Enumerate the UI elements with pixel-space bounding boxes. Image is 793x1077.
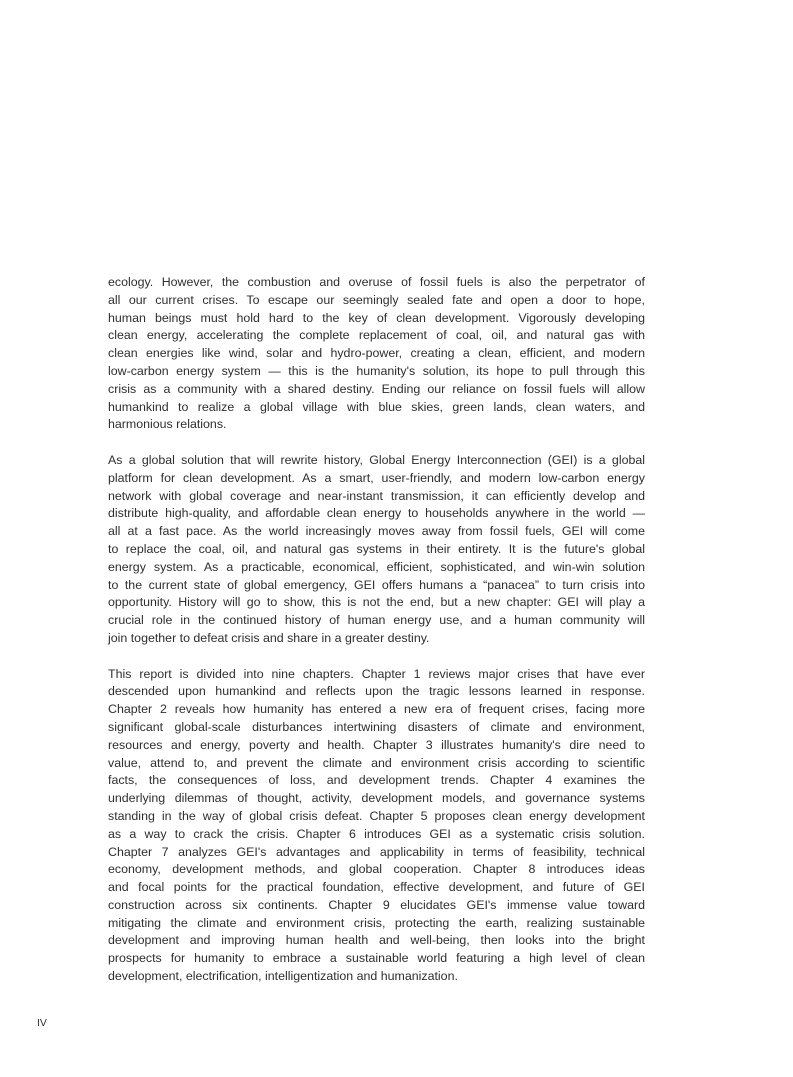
text-line: economy, development methods, and global cooperation. Chapter 8 introduces ideas bbox=[108, 862, 645, 877]
text-line: development and improving human health and well-being, then looks into the bright bbox=[108, 933, 645, 948]
text-line: and focal points for the practical foundation, effective development, and future of GEI bbox=[108, 880, 645, 895]
text-line: energy system. As a practicable, economical, efficient, sophisticated, and win-win solution bbox=[108, 559, 645, 574]
text-line: descended upon humankind and reflects upon the tragic lessons learned in response. bbox=[108, 684, 645, 699]
text-line: construction across six continents. Chapter 9 elucidates GEI's immense value toward bbox=[108, 897, 645, 912]
text-line: Chapter 7 analyzes GEI's advantages and applicability in terms of feasibility, technical bbox=[108, 844, 645, 859]
paragraph bbox=[108, 274, 645, 434]
text-line: to the current state of global emergency, GEI offers humans a “panacea” to turn crisis into bbox=[108, 577, 645, 592]
text-line: harmonious relations. bbox=[108, 417, 227, 432]
paragraph bbox=[108, 666, 645, 986]
text-line: prospects for humanity to embrace a sustainable world featuring a high level of clean bbox=[108, 951, 645, 966]
text-line: all at a fast pace. As the world increasingly moves away from fossil fuels, GEI will come bbox=[108, 524, 645, 539]
text-line: crisis as a community with a shared destiny. Ending our reliance on fossil fuels will allow bbox=[108, 381, 645, 396]
text-line: standing in the way of global crisis defeat. Chapter 5 proposes clean energy development bbox=[108, 808, 645, 823]
text-line: platform for clean development. As a smart, user-friendly, and modern low-carbon energy bbox=[108, 470, 645, 485]
text-line: all our current crises. To escape our seemingly sealed fate and open a door to hope, bbox=[108, 292, 645, 307]
text-line: opportunity. History will go to show, this is not the end, but a new chapter: GEI will play a bbox=[108, 595, 645, 610]
text-line: low-carbon energy system — this is the humanity's solution, its hope to pull through this bbox=[108, 363, 645, 378]
text-line: underlying dilemmas of thought, activity, development models, and governance systems bbox=[108, 791, 645, 806]
text-line: human beings must hold hard to the key of clean development. Vigorously developing bbox=[108, 310, 645, 325]
text-line: Chapter 2 reveals how humanity has entered a new era of frequent crises, facing more bbox=[108, 702, 645, 717]
text-line: to replace the coal, oil, and natural gas systems in their entirety. It is the future's global bbox=[108, 541, 645, 556]
text-line: This report is divided into nine chapters. Chapter 1 reviews major crises that have ever bbox=[108, 666, 645, 681]
text-line: mitigating the climate and environment crisis, protecting the earth, realizing sustainable bbox=[108, 915, 645, 930]
text-line: network with global coverage and near-instant transmission, it can efficiently develop and bbox=[108, 488, 645, 503]
text-line: facts, the consequences of loss, and development trends. Chapter 4 examines the bbox=[108, 773, 645, 788]
text-line: clean energies like wind, solar and hydro-power, creating a clean, efficient, and modern bbox=[108, 346, 645, 361]
text-line: As a global solution that will rewrite history, Global Energy Interconnection (GEI) is a global bbox=[108, 452, 645, 467]
text-line: clean energy, accelerating the complete replacement of coal, oil, and natural gas with bbox=[108, 328, 645, 343]
text-line: ecology. However, the combustion and overuse of fossil fuels is also the perpetrator of bbox=[108, 275, 645, 289]
text-line: development, electrification, intelligentization and humanization. bbox=[108, 969, 458, 984]
paragraph bbox=[108, 452, 645, 648]
body-text bbox=[108, 274, 645, 1004]
text-line: resources and energy, poverty and health. Chapter 3 illustrates humanity's dire need to bbox=[108, 737, 645, 752]
text-line: crucial role in the continued history of human energy use, and a human community will bbox=[108, 613, 645, 628]
text-line: value, attend to, and prevent the climate and environment crisis according to scientific bbox=[108, 755, 645, 770]
text-line: as a way to crack the crisis. Chapter 6 introduces GEI as a systematic crisis solution. bbox=[108, 826, 645, 841]
text-line: distribute high-quality, and affordable clean energy to households anywhere in the world — bbox=[108, 506, 645, 521]
page-number: IV bbox=[37, 1017, 47, 1029]
text-line: join together to defeat crisis and share in a greater destiny. bbox=[108, 630, 430, 645]
text-line: humankind to realize a global village with blue skies, green lands, clean waters, and bbox=[108, 399, 645, 414]
text-line: significant global-scale disturbances intertwining disasters of climate and environment, bbox=[108, 719, 645, 734]
